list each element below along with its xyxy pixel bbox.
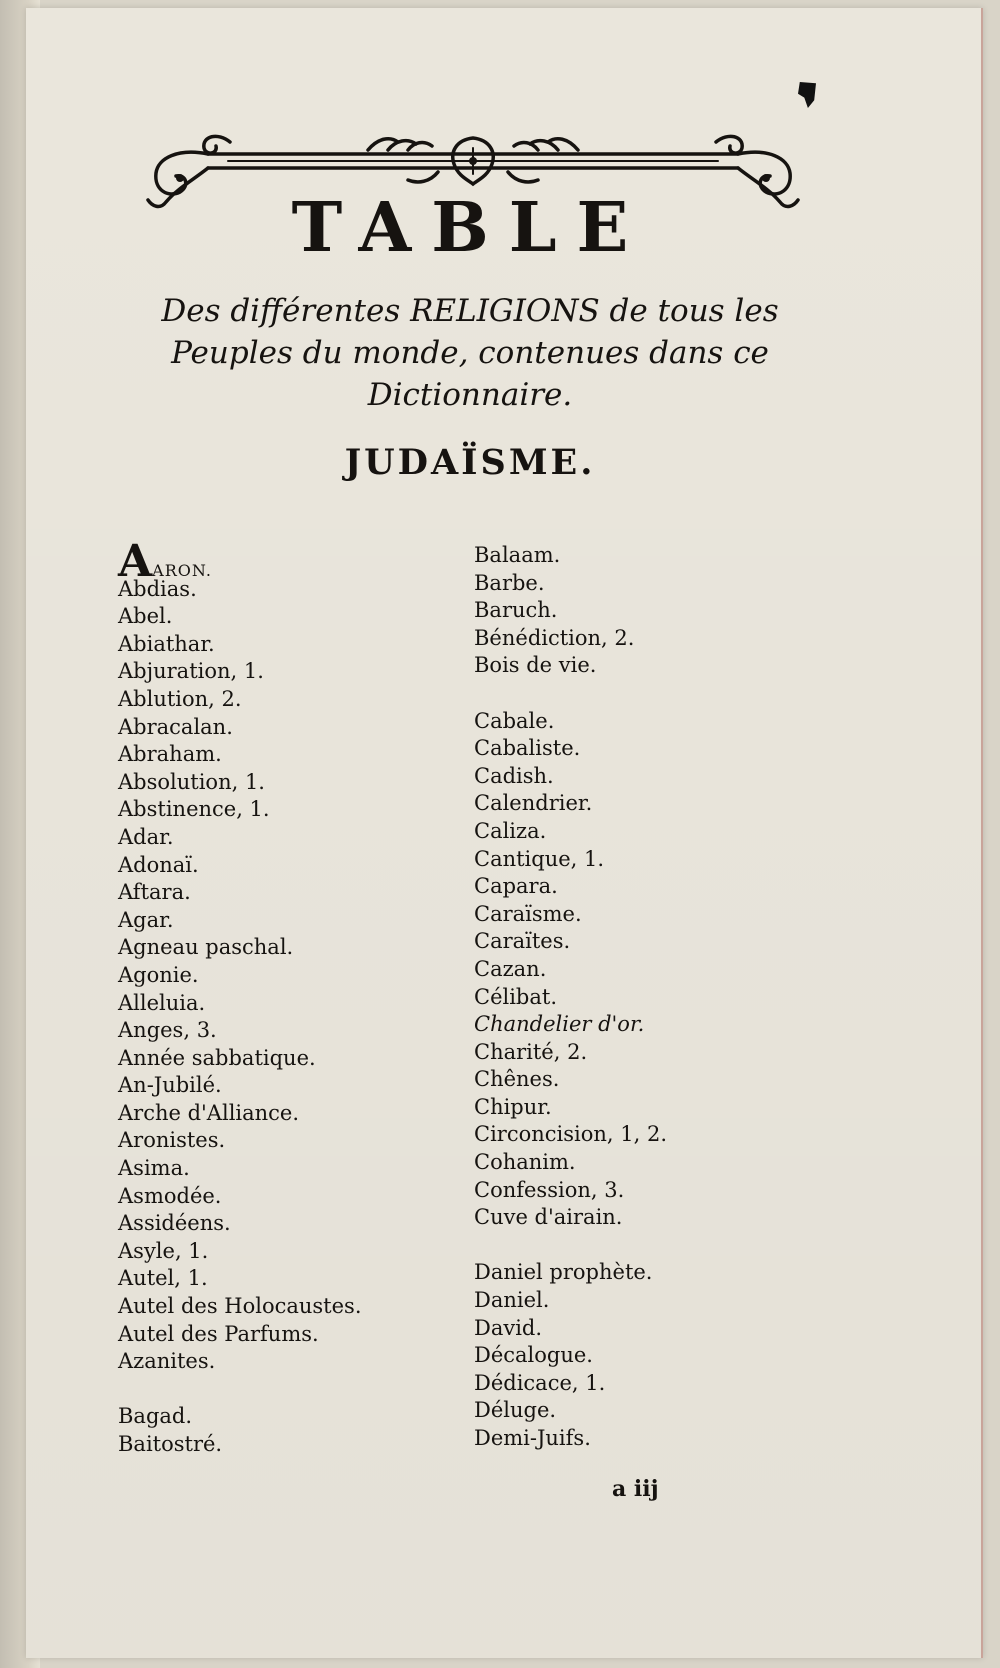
index-entry: Cohanim.	[474, 1150, 576, 1175]
drop-capital-rest: ARON.	[152, 561, 212, 580]
index-entry: Baitostré.	[118, 1432, 223, 1456]
index-entry: Daniel prophète.	[474, 1260, 653, 1285]
index-entry: Demi-Juifs.	[474, 1426, 591, 1450]
index-entry: Caraïsme.	[474, 901, 582, 926]
signature-mark: a iij	[612, 1476, 659, 1502]
drop-capital: A	[118, 536, 153, 587]
index-entry: Agar.	[118, 907, 174, 932]
index-entry: Dédicace, 1.	[474, 1370, 606, 1395]
index-entry: Agneau paschal.	[118, 935, 294, 960]
index-entry: Daniel.	[474, 1288, 550, 1313]
index-entry: Autel des Parfums.	[118, 1321, 319, 1346]
index-entry: Adonaï.	[118, 852, 199, 877]
index-entry: Caraïtes.	[474, 929, 571, 954]
index-entry: Autel des Holocaustes.	[118, 1294, 362, 1319]
index-entry: Cantique, 1.	[474, 846, 605, 871]
page-title: TABLE	[291, 188, 649, 268]
index-entry: Assidéens.	[118, 1211, 231, 1236]
section-heading: JUDAÏSME.	[344, 442, 596, 483]
index-entry: Agonie.	[118, 962, 199, 987]
index-entry: Barbe.	[474, 570, 545, 595]
index-entry: Année sabbatique.	[118, 1045, 316, 1070]
index-entry: Anges, 3.	[118, 1018, 217, 1043]
index-entry: Cazan.	[474, 956, 547, 981]
index-entry: Bagad.	[118, 1404, 193, 1429]
index-entry: Décalogue.	[474, 1343, 593, 1368]
index-entry: Balaam.	[474, 543, 561, 567]
index-entry: Bois de vie.	[474, 653, 597, 678]
index-spacer	[474, 1232, 794, 1260]
index-entry: Arche d'Alliance.	[118, 1100, 300, 1125]
index-entry: Chandelier d'or.	[474, 1012, 645, 1037]
index-entry: Chipur.	[474, 1094, 552, 1119]
index-entry: Célibat.	[474, 984, 558, 1009]
index-entry: Confession, 3.	[474, 1177, 625, 1202]
index-entry: Chênes.	[474, 1067, 560, 1092]
index-entry: Absolution, 1.	[118, 769, 265, 794]
index-entry: Abiathar.	[118, 631, 215, 656]
index-entry	[118, 536, 458, 587]
index-entry: Cadish.	[474, 763, 554, 788]
index-entry: Abel.	[118, 604, 173, 629]
index-entry: Autel, 1.	[118, 1266, 208, 1291]
index-entry: Abraham.	[118, 742, 222, 767]
index-entry: Aftara.	[118, 880, 191, 905]
index-entry: Azanites.	[118, 1349, 216, 1374]
index-entry: Charité, 2.	[474, 1039, 588, 1064]
index-entry: Déluge.	[474, 1398, 557, 1423]
index-entry: Bénédiction, 2.	[474, 625, 635, 650]
index-entry: Abstinence, 1.	[118, 797, 270, 822]
index-entry: Capara.	[474, 874, 558, 899]
index-entry: Abjuration, 1.	[118, 659, 264, 684]
index-entry: David.	[474, 1315, 543, 1340]
index-column-right	[474, 542, 794, 1453]
page-subtitle: Des différentes RELIGIONS de tous les Peuples du monde, contenues dans ce Dictionnaire.	[161, 293, 779, 413]
index-entry: An-Jubilé.	[118, 1073, 222, 1098]
index-entry: Asima.	[118, 1156, 190, 1181]
index-entry: Baruch.	[474, 598, 558, 623]
index-entry: Calendrier.	[474, 791, 593, 816]
index-entry: Alleluia.	[118, 990, 206, 1015]
index-entry: Asmodée.	[118, 1183, 222, 1208]
index-spacer	[118, 1376, 458, 1404]
index-column-left	[118, 536, 458, 1459]
index-entry: Aronistes.	[118, 1128, 226, 1153]
index-spacer	[474, 680, 794, 708]
index-entry: Cabale.	[474, 708, 555, 733]
index-entry: Cabaliste.	[474, 736, 581, 761]
index-entry: Ablution, 2.	[118, 686, 242, 711]
index-entry: Cuve d'airain.	[474, 1205, 623, 1230]
index-entry: Circoncision, 1, 2.	[474, 1122, 667, 1147]
index-entry: Asyle, 1.	[118, 1238, 209, 1263]
index-entry: Abracalan.	[118, 714, 233, 739]
index-entry: Adar.	[118, 824, 174, 849]
index-entry: Caliza.	[474, 818, 547, 843]
index-entry: Abdias.	[118, 576, 197, 601]
